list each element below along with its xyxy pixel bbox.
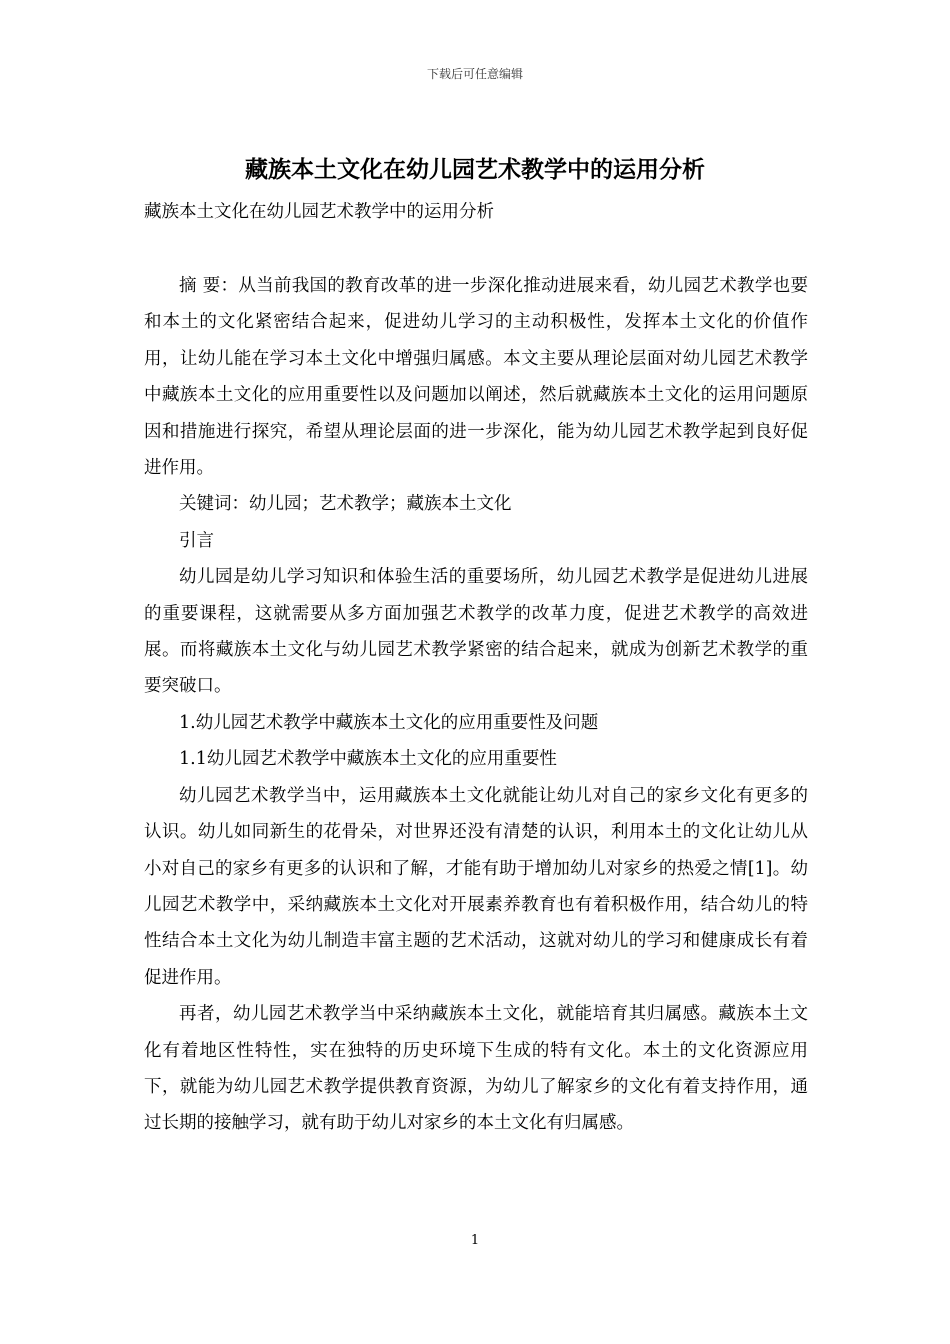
document-subtitle: 藏族本土文化在幼儿园艺术教学中的运用分析	[144, 202, 494, 222]
abstract-paragraph: 摘 要：从当前我国的教育改革的进一步深化推动进展来看，幼儿园艺术教学也要和本土的文化紧密结合起来，促进幼儿学习的主动积极性，发挥本土文化的价值作用，让幼儿能在学习本土文化中增强归属感。本文主要从理论层面对幼儿园艺术教学中藏族本土文化的应用重要性以及问题加以阐述，然后就藏族本土文化的运用问题原因和措施进行探究，希望从理论层面的进一步深化，能为幼儿园艺术教学起到良好促进作用。	[144, 276, 808, 479]
keywords-line: 关键词：幼儿园；艺术教学；藏族本土文化	[179, 494, 512, 515]
intro-paragraph: 幼儿园是幼儿学习知识和体验生活的重要场所，幼儿园艺术教学是促进幼儿进展的重要课程，这就需要从多方面加强艺术教学的改革力度，促进艺术教学的高效进展。而将藏族本土文化与幼儿园艺术教学紧密的结合起来，就成为创新艺术教学的重要突破口。	[144, 567, 808, 697]
body-paragraph-2: 再者，幼儿园艺术教学当中采纳藏族本土文化，就能培育其归属感。藏族本土文化有着地区性特性，实在独特的历史环境下生成的特有文化。本土的文化资源应用下，就能为幼儿园艺术教学提供教育资源，为幼儿了解家乡的文化有着支持作用，通过长期的接触学习，就有助于幼儿对家乡的本土文化有归属感。	[144, 1004, 808, 1134]
intro-heading: 引言	[179, 530, 214, 551]
page-number: 1	[470, 1233, 480, 1248]
section-1-1-heading: 1.1幼儿园艺术教学中藏族本土文化的应用重要性	[179, 749, 557, 770]
document-title: 藏族本土文化在幼儿园艺术教学中的运用分析	[245, 157, 705, 183]
header-note: 下载后可任意编辑	[426, 67, 523, 81]
body-paragraph-1: 幼儿园艺术教学当中，运用藏族本土文化就能让幼儿对自己的家乡文化有更多的认识。幼儿如同新生的花骨朵，对世界还没有清楚的认识，利用本土的文化让幼儿从小对自己的家乡有更多的认识和了解，才能有助于增加幼儿对家乡的热爱之情[1]。幼儿园艺术教学中，采纳藏族本土文化对开展素养教育也有着积极作用，结合幼儿的特性结合本土文化为幼儿制造丰富主题的艺术活动，这就对幼儿的学习和健康成长有着促进作用。	[144, 785, 808, 988]
section-1-heading: 1.幼儿园艺术教学中藏族本土文化的应用重要性及问题	[179, 712, 599, 733]
document-body	[144, 268, 808, 1142]
